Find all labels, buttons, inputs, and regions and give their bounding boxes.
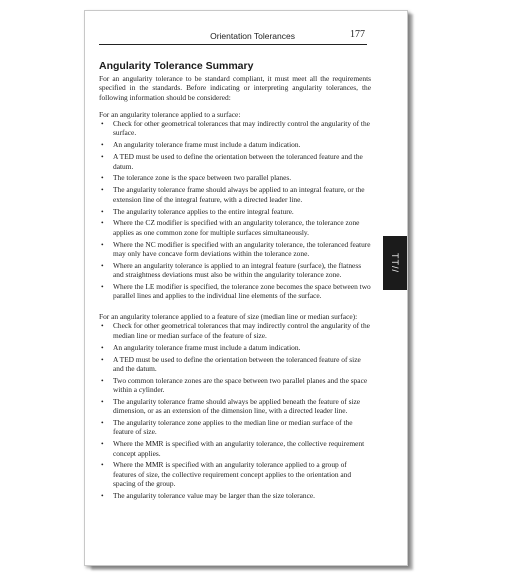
list-item — [99, 397, 371, 416]
bullet-icon: • — [101, 185, 104, 195]
list-item-text: The angularity tolerance zone applies to the median line or median surface of the feature of size. — [113, 418, 353, 437]
list-item-text: Check for other geometrical tolerances that may indirectly control the angularity of the surface. — [113, 119, 370, 138]
list-item-text: Check for other geometrical tolerances that may indirectly control the angularity of the median line or median surface of the feature of size. — [113, 321, 370, 340]
list-item — [99, 355, 371, 374]
chapter-thumb-tab — [383, 236, 407, 290]
list-item — [99, 207, 371, 216]
bullet-icon: • — [101, 173, 104, 183]
list-item — [99, 140, 371, 149]
thumb-tab-label: TT// — [390, 253, 400, 273]
list-item-text: Two common tolerance zones are the space between two parallel planes and the space within a cylinder. — [113, 375, 368, 395]
list-item — [99, 439, 371, 458]
section-title: Angularity Tolerance Summary — [99, 60, 254, 72]
bullet-icon: • — [101, 239, 104, 249]
list-item-text: The angularity tolerance applies to the entire integral feature. — [113, 206, 294, 216]
intro-paragraph: For an angularity tolerance to be standard compliant, it must meet all the requirements specified in the standards. Before indicating or interpreting angularity tolerances, the following information should be considered: — [99, 74, 371, 102]
list-item — [99, 282, 371, 301]
list-item-text: The tolerance zone is the space between two parallel planes. — [113, 173, 292, 183]
page-number: 177 — [350, 29, 365, 40]
list-item-text: Where the CZ modifier is specified with an angularity tolerance, the tolerance zone applies as one common zone for multiple surfaces simultaneously. — [113, 218, 360, 237]
feature-of-size-bullet-list — [99, 321, 371, 500]
list-item — [99, 321, 371, 340]
list-item — [99, 491, 371, 500]
bullet-icon: • — [101, 354, 104, 364]
bullet-icon: • — [101, 218, 104, 228]
list-item — [99, 460, 371, 488]
list-item — [99, 418, 371, 437]
bullet-icon: • — [101, 342, 104, 352]
list-item-text: The angularity tolerance frame should always be applied beneath the feature of size dimension, or as an extension of the dimension line, with a directed leader line. — [113, 396, 361, 416]
list-item-text: Where the LE modifier is specified, the tolerance zone becomes the space between two parallel lines and applies to the individual line elements of the surface. — [113, 281, 371, 301]
list-item-text: Where the MMR is specified with an angularity tolerance applied to a group of features of size, the collective requirement concept applies to the orientation and spacing of the group. — [113, 460, 352, 489]
running-title: Orientation Tolerances — [210, 31, 295, 41]
bullet-icon: • — [101, 140, 104, 150]
bullet-icon: • — [101, 119, 104, 129]
list-item-text: An angularity tolerance frame must include a datum indication. — [113, 342, 301, 352]
bullet-icon: • — [101, 281, 104, 291]
running-header — [99, 28, 367, 45]
list-item-text: Where the MMR is specified with an angularity tolerance, the collective requirement concept applies. — [113, 439, 365, 458]
bullet-icon: • — [101, 206, 104, 216]
list-item-text: The angularity tolerance value may be larger than the size tolerance. — [113, 490, 315, 500]
bullet-icon: • — [101, 439, 104, 449]
list-item — [99, 173, 371, 182]
list-item-text: Where the NC modifier is specified with an angularity tolerance, the toleranced feature may only have concave form deviations within the tolerance zone. — [113, 239, 371, 258]
list-item-text: Where an angularity tolerance is applied to an integral feature (surface), the flatness and straightness deviations must also be within the angularity tolerance zone. — [113, 260, 362, 280]
list-item — [99, 119, 371, 138]
section-gap — [99, 303, 371, 312]
list-item — [99, 343, 371, 352]
bullet-icon: • — [101, 418, 104, 428]
bullet-icon: • — [101, 460, 104, 470]
list-item — [99, 185, 371, 204]
list-item — [99, 218, 371, 237]
book-page — [84, 10, 408, 566]
bullet-icon: • — [101, 490, 104, 500]
bullet-icon: • — [101, 396, 104, 406]
list-item-text: The angularity tolerance frame should always be applied to an integral feature, or the extension line of the integral feature, with a directed leader line. — [113, 185, 365, 204]
bullet-icon: • — [101, 152, 104, 162]
feature-of-size-lead: For an angularity tolerance applied to a feature of size (median line or median surface): — [99, 312, 358, 322]
list-item-text: A TED must be used to define the orientation between the toleranced feature and the datum. — [113, 152, 363, 171]
list-item-text: An angularity tolerance frame must include a datum indication. — [113, 140, 301, 150]
bullet-icon: • — [101, 321, 104, 331]
bullet-icon: • — [101, 260, 104, 270]
list-item — [99, 376, 371, 395]
list-item — [99, 240, 371, 259]
list-item — [99, 261, 371, 280]
surface-bullet-list — [99, 119, 371, 300]
list-item-text: A TED must be used to define the orientation between the toleranced feature of size and the datum. — [113, 354, 361, 373]
bullet-icon: • — [101, 375, 104, 385]
surface-lead: For an angularity tolerance applied to a surface: — [99, 109, 241, 119]
page-content — [99, 60, 371, 503]
list-item — [99, 152, 371, 171]
